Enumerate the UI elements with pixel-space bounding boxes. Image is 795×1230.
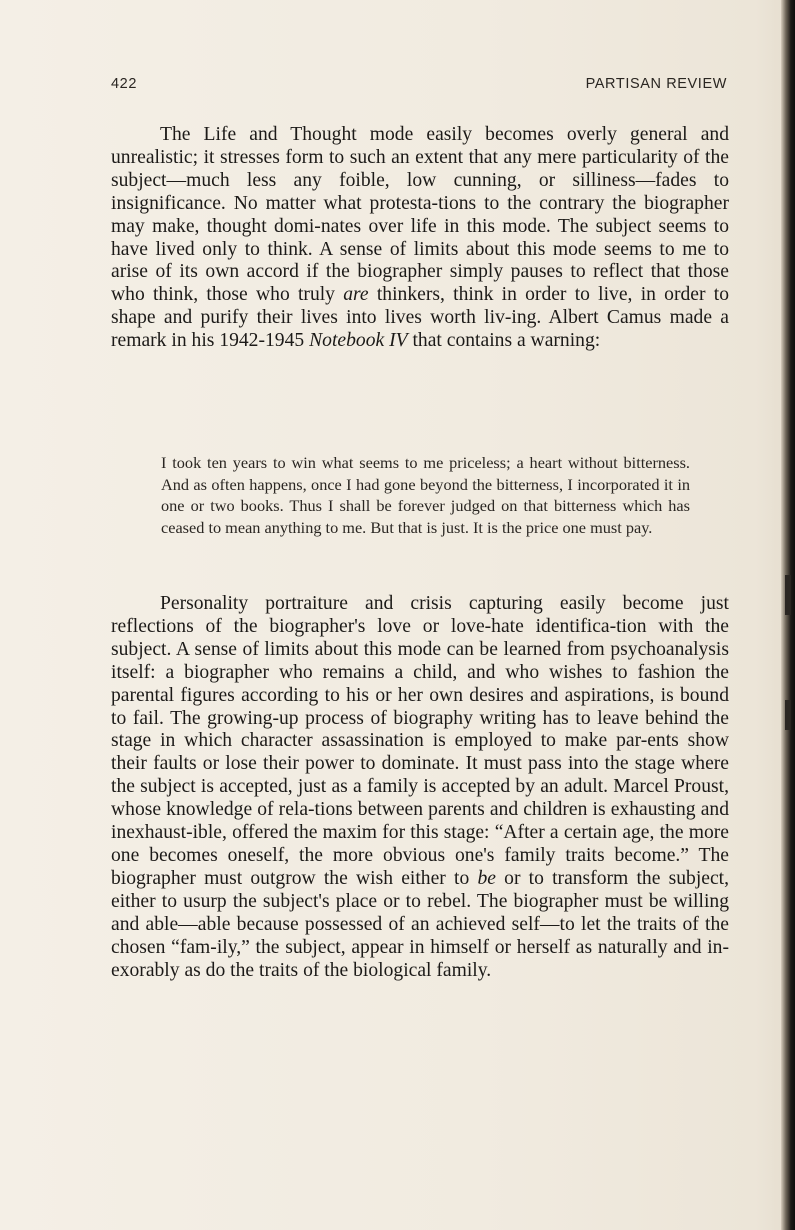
spine-mark	[785, 575, 791, 615]
page-header	[111, 76, 727, 96]
emphasis-be: be	[477, 867, 496, 889]
emphasis-are: are	[343, 284, 369, 306]
spine-mark	[785, 700, 791, 730]
paragraph-personality-portraiture	[111, 593, 729, 982]
running-head: PARTISAN REVIEW	[585, 76, 727, 92]
paragraph-life-and-thought	[111, 124, 729, 353]
paragraph-text: The Life and Thought mode easily becomes overly general and unrealistic; it stresses form to such an extent that any mere particularity of the subject—much less any foible, low cunning, or silliness—fades to insignificance. No matter what protesta-tions to the contrary the biographer may make, thought domi-nates over life in this mode. The subject seems to have lived only to think. A sense of limits about this mode seems to me to arise of its own accord if the biographer simply pauses to reflect that those who think, those who truly	[111, 124, 729, 306]
book-title-notebook: Notebook IV	[309, 330, 408, 352]
block-quote-camus: I took ten years to win what seems to me priceless; a heart without bitterness. And as often happens, once I had gone beyond the bitterness, I incorporated it in one or two books. Thus I shall be forever judged on that bitterness which has ceased to mean anything to me. But that is just. It is the price one must pay.	[161, 453, 690, 538]
page-number: 422	[111, 76, 137, 92]
book-spine-edge	[781, 0, 795, 1230]
paragraph-text: that contains a warning:	[407, 330, 601, 352]
paragraph-text: or to transform the subject, either to usurp the subject's place or to rebel. The biographer must be willing and able—able because possessed of an achieved self—to let the traits of the chosen “fam-ily,” the subject, appear in himself or herself as naturally and in-exorably as do the traits of the biological family.	[111, 867, 729, 981]
paragraph-text: Personality portraiture and crisis capturing easily become just reflections of the biographer's love or love-hate identifica-tion with the subject. A sense of limits about this mode can be learned from psychoanalysis itself: a biographer who remains a child, and who wishes to fashion the parental figures according to his or her own desires and aspirations, is bound to fail. The growing-up process of biography writing has to leave behind the stage in which character assassination is employed to make par-ents show their faults or lose their power to dominate. It must pass into the stage where the subject is accepted, just as a family is accepted by an adult. Marcel Proust, whose knowledge of rela-tions between parents and children is exhausting and inexhaust-ible, offered the maxim for this stage: “After a certain age, the more one becomes oneself, the more obvious one's family traits become.” The biographer must outgrow the wish either to	[111, 593, 729, 889]
paragraph-text: thinkers, think in order to live, in order to shape and purify their lives into lives worth liv-ing. Albert Camus made a remark in his 1942-1945	[111, 284, 729, 352]
